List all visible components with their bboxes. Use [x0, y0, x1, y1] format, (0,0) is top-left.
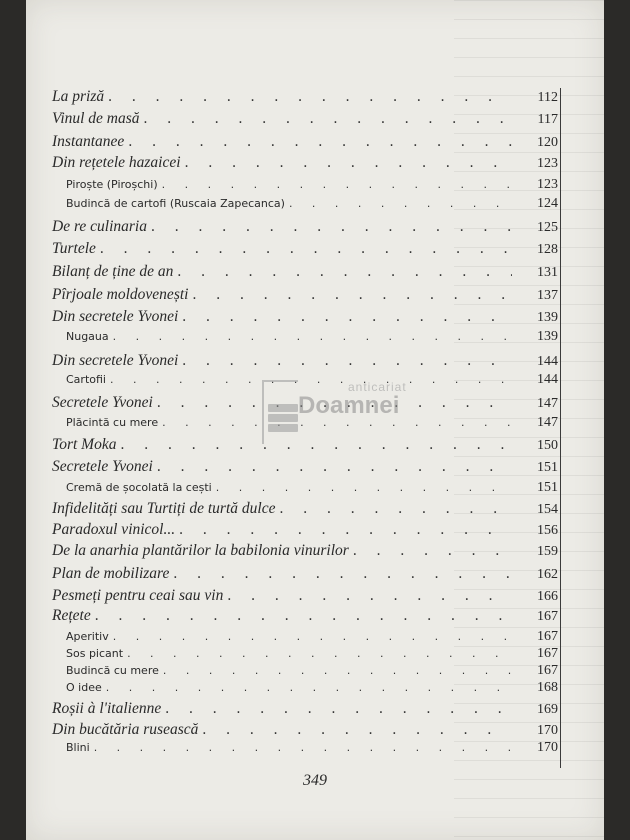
toc-entry	[52, 500, 558, 518]
toc-page-number: 166	[537, 589, 558, 604]
toc-page-number: 139	[537, 310, 558, 325]
toc-title: Cartofii	[66, 373, 106, 386]
leader-dots	[127, 647, 512, 660]
toc-entry	[52, 565, 558, 583]
leader-dots	[179, 521, 512, 539]
toc-page-number: 117	[537, 112, 558, 127]
toc-title: Secretele Yvonei	[52, 458, 153, 475]
toc-subentry	[66, 663, 558, 679]
toc-page-number: 168	[537, 680, 558, 695]
toc-title: Nugaua	[66, 330, 109, 343]
leader-dots	[227, 587, 512, 605]
toc-page-number: 167	[537, 663, 558, 678]
toc-title: Roșii à l'italienne	[52, 700, 162, 717]
toc-entry	[52, 607, 558, 625]
toc-title: Instantanee	[52, 133, 125, 150]
toc-page-number: 144	[537, 354, 558, 369]
toc-page-number: 144	[537, 372, 558, 387]
toc-entry	[52, 240, 558, 258]
toc-title: Budincă de cartofi (Ruscaia Zapecanca)	[66, 197, 285, 210]
toc-entry	[52, 88, 558, 106]
toc-page-number: 170	[537, 723, 558, 738]
leader-dots	[173, 565, 512, 583]
toc-entry	[52, 154, 558, 172]
toc-title: Budincă cu mere	[66, 664, 159, 677]
leader-dots	[192, 286, 512, 304]
toc-entry	[52, 263, 558, 281]
toc-subentry	[66, 329, 558, 345]
page-folio: 349	[303, 772, 327, 789]
toc-page-number: 139	[537, 329, 558, 344]
toc-title: Sos picant	[66, 647, 124, 660]
toc-title: Tort Moka	[52, 436, 117, 453]
toc-page-number: 167	[537, 609, 558, 624]
toc-subentry	[66, 740, 558, 756]
toc-entry	[52, 721, 558, 739]
toc-entry	[52, 110, 558, 128]
leader-dots	[100, 240, 512, 258]
toc-entry	[52, 587, 558, 605]
toc-entry	[52, 352, 558, 370]
leader-dots	[185, 154, 512, 172]
toc-title: Aperitiv	[66, 630, 109, 643]
leader-dots	[94, 741, 512, 754]
toc-entry	[52, 308, 558, 326]
toc-entry	[52, 700, 558, 718]
toc-title: Pîrjoale moldovenești	[52, 286, 189, 303]
toc-page-number: 151	[537, 480, 558, 495]
leader-dots	[113, 330, 512, 343]
leader-dots	[163, 664, 512, 677]
toc-subentry	[66, 680, 558, 696]
toc-page-number: 112	[537, 90, 558, 105]
watermark-logo	[262, 380, 462, 480]
leader-dots	[128, 133, 512, 151]
toc-title: Infidelități sau Turtiți de turtă dulce	[52, 500, 276, 517]
toc-title: De re culinaria	[52, 218, 147, 235]
toc-subentry	[66, 646, 558, 662]
toc-title: Cremă de șocolată la cești	[66, 481, 212, 494]
toc-title: Din bucătăria rusească	[52, 721, 199, 738]
leader-dots	[202, 721, 512, 739]
leader-dots	[113, 630, 512, 643]
toc-page-number: 120	[537, 135, 558, 150]
leader-dots	[182, 308, 512, 326]
watermark-top-text: anticariat	[348, 380, 407, 394]
leader-dots	[177, 263, 512, 281]
toc-entry	[52, 286, 558, 304]
leader-dots	[216, 481, 512, 494]
page-number-rule	[560, 88, 561, 768]
toc-entry	[52, 133, 558, 151]
toc-title: Blini	[66, 741, 90, 754]
toc-page-number: 156	[537, 523, 558, 538]
toc-title: Din rețetele hazaicei	[52, 154, 181, 171]
toc-entry	[52, 218, 558, 236]
toc-page-number: 167	[537, 629, 558, 644]
leader-dots	[151, 218, 512, 236]
toc-page-number: 162	[537, 567, 558, 582]
leader-dots	[279, 500, 512, 518]
toc-title: Plăcintă cu mere	[66, 416, 159, 429]
toc-page-number: 170	[537, 740, 558, 755]
toc-page-number: 123	[537, 177, 558, 192]
leader-dots	[95, 607, 512, 625]
toc-title: Plan de mobilizare	[52, 565, 170, 582]
toc-page-number: 147	[537, 396, 558, 411]
leader-dots	[165, 700, 512, 718]
toc-page-number: 124	[537, 196, 558, 211]
leader-dots	[144, 110, 512, 128]
book-page	[26, 0, 604, 840]
toc-subentry	[66, 196, 558, 212]
toc-title: Rețete	[52, 607, 91, 624]
toc-page-number: 159	[537, 544, 558, 559]
toc-page-number: 167	[537, 646, 558, 661]
toc-title: Piroște (Piroșchi)	[66, 178, 158, 191]
toc-subentry	[66, 629, 558, 645]
watermark-main-text: Doamnei	[298, 392, 400, 419]
toc-page-number: 151	[537, 460, 558, 475]
toc-entry	[52, 542, 558, 560]
toc-title: Pesmeți pentru ceai sau vin	[52, 587, 224, 604]
toc-title: Paradoxul vinicol...	[52, 521, 176, 538]
leader-dots	[108, 88, 512, 106]
toc-title: O idee	[66, 681, 102, 694]
toc-page-number: 147	[537, 415, 558, 430]
toc-page-number: 123	[537, 156, 558, 171]
toc-title: Turtele	[52, 240, 96, 257]
books-icon	[268, 404, 298, 440]
leader-dots	[353, 542, 512, 560]
toc-title: Bilanț de ține de an	[52, 263, 174, 280]
toc-entry	[52, 521, 558, 539]
toc-title: Din secretele Yvonei	[52, 308, 179, 325]
toc-title: De la anarhia plantărilor la babilonia vinurilor	[52, 542, 349, 559]
leader-dots	[106, 681, 512, 694]
toc-page-number: 154	[537, 502, 558, 517]
toc-title: Secretele Yvonei	[52, 394, 153, 411]
toc-page-number: 131	[537, 265, 558, 280]
toc-subentry	[66, 480, 558, 496]
toc-subentry	[66, 177, 558, 193]
toc-page-number: 125	[537, 220, 558, 235]
toc-page-number: 137	[537, 288, 558, 303]
toc-page-number: 169	[537, 702, 558, 717]
toc-title: La priză	[52, 88, 105, 105]
toc-title: Din secretele Yvonei	[52, 352, 179, 369]
leader-dots	[182, 352, 512, 370]
toc-title: Vinul de masă	[52, 110, 140, 127]
leader-dots	[289, 197, 512, 210]
toc-page-number: 128	[537, 242, 558, 257]
leader-dots	[162, 178, 512, 191]
toc-page-number: 150	[537, 438, 558, 453]
